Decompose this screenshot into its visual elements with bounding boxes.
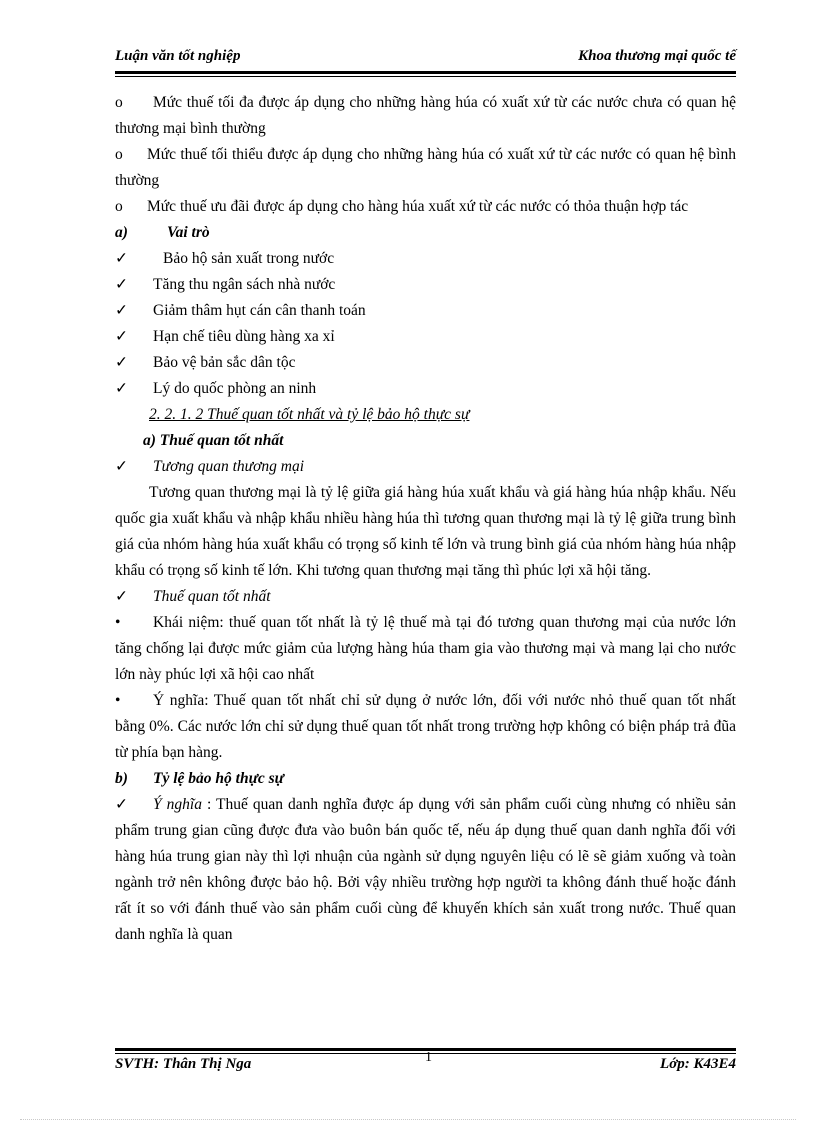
section-heading: 2. 2. 1. 2 Thuế quan tốt nhất và tỷ lệ bảo hộ thực sự (149, 406, 470, 423)
heading-a-label: a) (115, 224, 128, 241)
check-item-text: : Thuế quan danh nghĩa được áp dụng với sản phẩm cuối cùng nhưng có nhiều sản phẩm trung gian cũng được đưa vào buôn bán quốc tế, nếu áp dụng thuế quan danh nghĩa đối với hàng húa trung gian này thì lợi nhuận của ngành sử dụng nguyên liệu có lẽ sẽ giảm xuống và toàn ngành trở nên không được bảo hộ. Bởi vậy nhiều trường hợp người ta không đánh thuế hoặc đánh rất ít so với đánh thuế vào sản phẩm cuối cùng để khuyến khích sản xuất trong nước. Thuế quan danh nghĩa là quan (115, 796, 736, 943)
check-item-text: Tương quan thương mại (153, 458, 305, 475)
checkmark-icon: ✓ (115, 354, 128, 371)
bullet-item-text: Ý nghĩa: Thuế quan tốt nhất chỉ sử dụng ở nước lớn, đối với nước nhỏ thuế quan tốt nhất bằng 0%. Các nước lớn chỉ sử dụng thuế quan tốt nhất trong trường hợp không có biện pháp trả đũa từ phía bạn hàng. (115, 692, 736, 761)
role-item (115, 246, 736, 272)
check-item-lead: Ý nghĩa (153, 796, 202, 813)
checkmark-icon: ✓ (115, 588, 128, 605)
circle-bullet-icon: o (115, 146, 123, 163)
page-footer (115, 1050, 736, 1078)
page-number: 1 (425, 1050, 432, 1065)
circle-bullet-icon: o (115, 198, 123, 215)
page-body (115, 90, 736, 948)
tariff-level-text: Mức thuế ưu đãi được áp dụng cho hàng húa xuất xứ từ các nước có thỏa thuận hợp tác (147, 198, 689, 215)
checkmark-icon: ✓ (115, 458, 128, 475)
check-item-best-tariff (115, 584, 736, 610)
role-text: Lý do quốc phòng an ninh (153, 380, 317, 397)
role-text: Tăng thu ngân sách nhà nước (153, 276, 336, 293)
bullet-item-meaning (115, 688, 736, 766)
heading-b-protection (115, 766, 736, 792)
role-item (115, 298, 736, 324)
role-item (115, 272, 736, 298)
checkmark-icon: ✓ (115, 276, 128, 293)
tariff-level-item (115, 142, 736, 194)
checkmark-icon: ✓ (115, 796, 128, 813)
role-text: Giảm thâm hụt cán cân thanh toán (153, 302, 366, 319)
check-item-text: Thuế quan tốt nhất (153, 588, 271, 605)
heading-b-title: Tỷ lệ bảo hộ thực sự (153, 770, 284, 787)
heading-a-roles (115, 220, 736, 246)
checkmark-icon: ✓ (115, 302, 128, 319)
role-text: Bảo vệ bản sắc dân tộc (153, 354, 296, 371)
checkmark-icon: ✓ (115, 328, 128, 345)
check-item-meaning (115, 792, 736, 948)
bullet-dot-icon: • (115, 614, 121, 631)
checkmark-icon: ✓ (115, 380, 128, 397)
role-item (115, 376, 736, 402)
bullet-item-concept (115, 610, 736, 688)
heading-a-title: Vai trò (167, 224, 210, 241)
subheading-best-tariff: a) Thuế quan tốt nhất (143, 432, 284, 449)
paragraph-terms-of-trade: Tương quan thương mại là tỷ lệ giữa giá hàng húa xuất khẩu và giá hàng húa nhập khẩu. Nếu quốc gia xuất khẩu và nhập khẩu nhiều hàng húa thì tương quan thương mại là tỷ lệ giữa trung bình giá của nhóm hàng húa xuất khẩu có trọng số kinh tế lớn và trung bình giá của nhóm hàng húa nhập khẩu có trọng số kinh tế lớn. Khi tương quan thương mại tăng thì phúc lợi xã hội tăng. (115, 484, 736, 579)
tariff-level-item (115, 194, 736, 220)
bullet-item-text: Khái niệm: thuế quan tốt nhất là tỷ lệ thuế mà tại đó tương quan thương mại của nước lớn tăng chống lại được mức giảm của lượng hàng húa tham gia vào thương mại và mang lại cho nước lớn này phúc lợi xã hội cao nhất (115, 614, 736, 683)
section-heading-row (115, 402, 736, 428)
role-text: Bảo hộ sản xuất trong nước (163, 250, 335, 267)
footer-student-label: SVTH: Thân Thị Nga (115, 1056, 252, 1072)
page-edge-divider (20, 1119, 796, 1120)
header-thesis-label: Luận văn tốt nghiệp (115, 48, 241, 64)
header-rule-thick (115, 71, 736, 74)
check-item-terms-of-trade (115, 454, 736, 480)
heading-b-label: b) (115, 770, 128, 787)
role-item (115, 324, 736, 350)
circle-bullet-icon: o (115, 94, 123, 111)
role-text: Hạn chế tiêu dùng hàng xa xỉ (153, 328, 335, 345)
tariff-level-item (115, 90, 736, 142)
footer-class-label: Lớp: K43E4 (660, 1056, 736, 1072)
tariff-level-text: Mức thuế tối thiểu được áp dụng cho những hàng húa có xuất xứ từ các nước có quan hệ bình thường (115, 146, 736, 189)
header-rule-thin (115, 76, 736, 77)
bullet-dot-icon: • (115, 692, 121, 709)
header-faculty-label: Khoa thương mại quốc tế (578, 48, 736, 64)
checkmark-icon: ✓ (115, 250, 128, 267)
tariff-level-text: Mức thuế tối đa được áp dụng cho những hàng húa có xuất xứ từ các nước chưa có quan hệ thương mại bình thường (115, 94, 736, 137)
role-item (115, 350, 736, 376)
page-header (115, 48, 736, 70)
